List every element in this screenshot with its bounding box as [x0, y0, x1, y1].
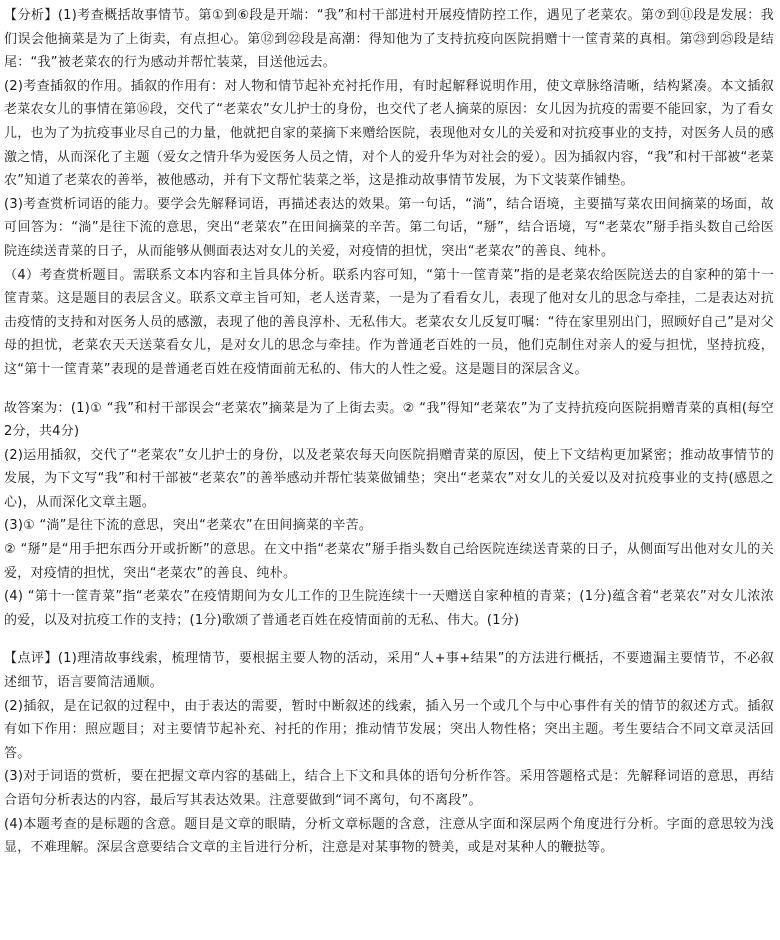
- answer-paragraph: (3)① “淌”是往下流的意思，突出“老菜农”在田间摘菜的辛苦。: [4, 518, 373, 534]
- analysis-paragraph: (3)考查赏析词语的能力。要学会先解释词语，再描述表达的效果。第一句话，“淌”，结合语境，主要描写菜农田间摘菜的场面，故可回答为：“淌”是往下流的意思，突出“老菜农”在田间摘菜的辛苦。第二句话，“掰”，结合语境，写“老菜农”掰手指头数自己给医院连续送青菜的日子，从而能够从侧面表达对女儿的关爱，对疫情的担忧，突出“老菜农”的善良、纯朴。: [4, 196, 774, 259]
- comment-section: [4, 647, 774, 859]
- comment-paragraph: (4)本题考查的是标题的含意。题目是文章的眼睛，分析文章标题的含意，注意从字面和深层两个角度进行分析。字面的意思较为浅显，不难理解。深层含意要结合文章的主旨进行分析，注意是对某事物的赞美，或是对某种人的鞭挞等。: [4, 816, 774, 856]
- analysis-section: [4, 4, 774, 382]
- analysis-paragraph: 【分析】(1)考查概括故事情节。第①到⑥段是开端：“我”和村干部进村开展疫情防控工作，遇见了老菜农。第⑦到⑪段是发展：我们误会他摘菜是为了上街卖，有点担心。第⑫到㉒段是高潮：得知他为了支持抗疫向医院捐赠十一筐青菜的真相。第㉓到㉕段是结尾：“我”被老菜农的行为感动并帮忙装菜，目送他远去。: [4, 8, 774, 71]
- analysis-paragraph: (2)考查插叙的作用。插叙的作用有：对人物和情节起补充衬托作用，有时起解释说明作用，使文章脉络清晰，结构紧凑。本文插叙老菜农女儿的事情在第⑯段，交代了“老菜农”女儿护士的身份，也交代了老人摘菜的原因：女儿因为抗疫的需要不能回家，为了看女儿，也为了为抗疫事业尽自己的力量，他就把自家的菜摘下来赠给医院，表现他对女儿的关爱和对抗疫事业的支持，对医务人员的感激之情，从而深化了主题（爱女之情升华为爱医务人员之情，对个人的爱升华为对社会的爱）。因为插叙内容，“我”和村干部被“老菜农”知道了老菜农的善举，被他感动，并有下文帮忙装菜之举，这是推动故事情节发展，为下文装菜作铺垫。: [4, 78, 774, 189]
- comment-paragraph: 【点评】(1)理清故事线索，梳理情节，要根据主要人物的活动，采用“人+事+结果”的方法进行概括，不要遗漏主要情节，不必叙述细节，语言要简洁通顺。: [4, 651, 774, 691]
- section-gap: [4, 632, 774, 647]
- answer-section: [4, 397, 774, 633]
- analysis-paragraph: （4）考查赏析题目。需联系文本内容和主旨具体分析。联系内容可知，“第十一筐青菜”指的是老菜农给医院送去的自家种的第十一筐青菜。这是题目的表层含义。联系文章主旨可知，老人送青菜，一是为了看看女儿，表现了他对女儿的思念与牵挂，二是表达对抗击疫情的支持和对医务人员的感激，表现了他的善良淳朴、无私伟大。老菜农女儿反复叮嘱：“待在家里别出门，照顾好自己”是对父母的担忧，老菜农天天送菜看女儿，是对女儿的思念与牵挂。作为普通老百姓的一员，他们克制住对亲人的爱与担忧，坚持抗疫，这“第十一筐青菜”表现的是普通老百姓在疫情面前无私的、伟大的人性之爱。这是题目的深层含义。: [4, 267, 774, 377]
- answer-paragraph: 故答案为：(1)① “我”和村干部误会“老菜农”摘菜是为了上街去卖。② “我”得知“老菜农”为了支持抗疫向医院捐赠青菜的真相(每空2分，共4分): [4, 400, 774, 440]
- answer-paragraph: (2)运用插叙，交代了“老菜农”女儿护士的身份，以及老菜农每天向医院捐赠青菜的原因，使上下文结构更加紧密；推动故事情节的发展，为下文写“我”和村干部被“老菜农”的善举感动并帮忙装菜做铺垫；突出“老菜农”对女儿的关爱以及对抗疫事业的支持(感恩之心)，从而深化文章主题。: [4, 447, 774, 510]
- answer-paragraph: (4) “第十一筐青菜”指“老菜农”在疫情期间为女儿工作的卫生院连续十一天赠送自家种植的青菜；(1分)蕴含着“老菜农”对女儿浓浓的爱，以及对抗疫工作的支持；(1分)歌颂了普通老百姓在疫情面前的无私、伟大。(1分): [4, 589, 774, 628]
- comment-paragraph: (2)插叙，是在记叙的过程中，由于表达的需要，暂时中断叙述的线索，插入另一个或几个与中心事件有关的情节的叙述方式。插叙有如下作用：照应题目；对主要情节起补充、衬托的作用；推动情节发展；突出人物性格；突出主题。考生要结合不同文章灵活回答。: [4, 698, 774, 761]
- section-gap: [4, 382, 774, 397]
- answer-paragraph: ② “掰”是“用手把东西分开或折断”的意思。在文中指“老菜农”掰手指头数自己给医院连续送青菜的日子，从侧面写出他对女儿的关爱，对疫情的担忧，突出“老菜农”的善良、纯朴。: [4, 542, 774, 581]
- comment-paragraph: (3)对于词语的赏析，要在把握文章内容的基础上，结合上下文和具体的语句分析作答。采用答题格式是：先解释词语的意思，再结合语句分析表达的内容，最后写其表达效果。注意要做到“词不离句，句不离段”。: [4, 769, 774, 808]
